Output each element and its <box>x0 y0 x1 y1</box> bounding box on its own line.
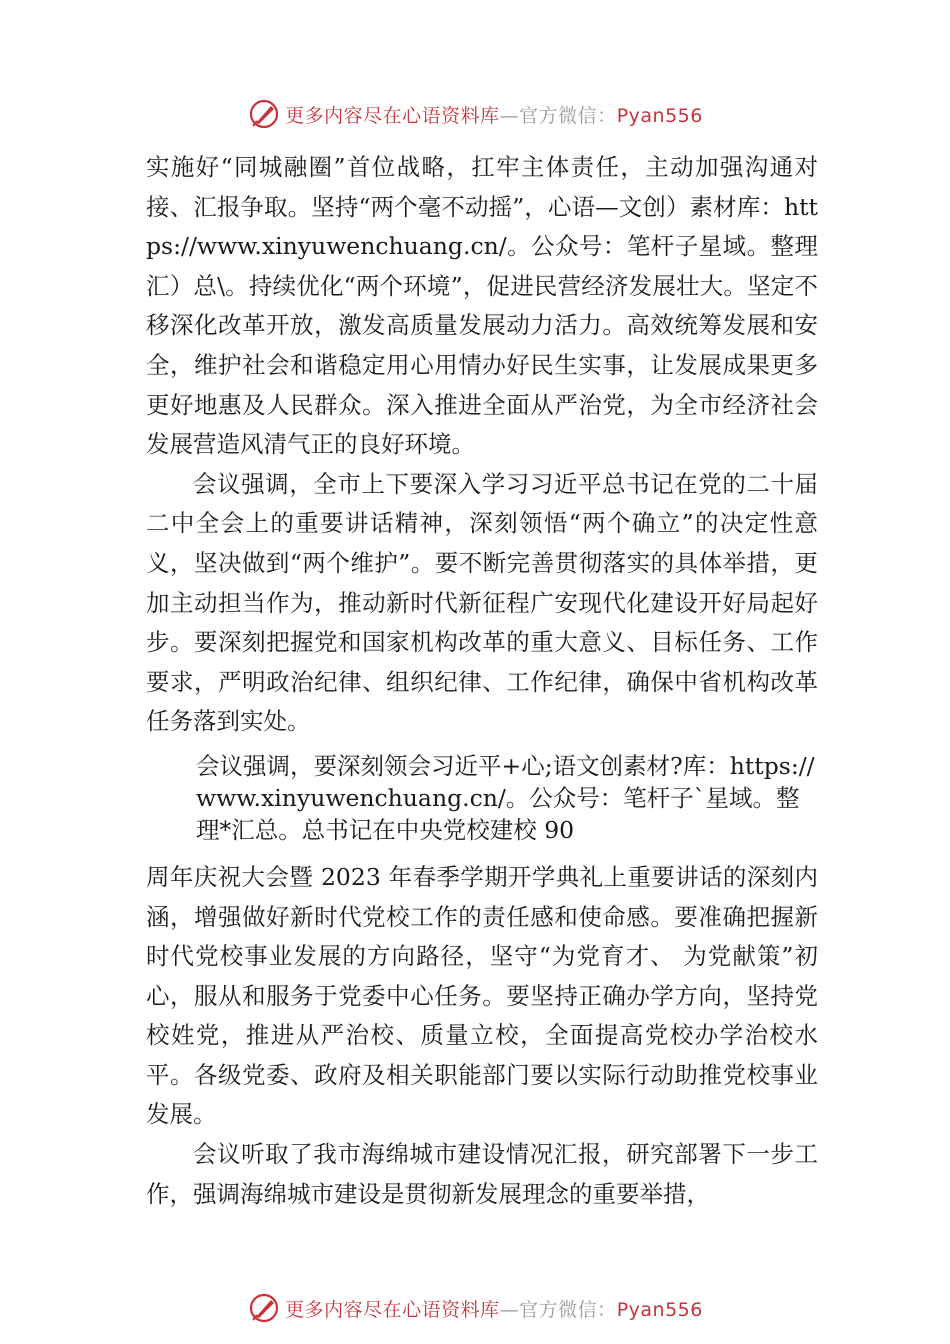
footer-main-text: 更多内容尽在心语资料库 <box>285 1298 500 1321</box>
quill-pen-icon <box>247 1291 281 1325</box>
banner-title <box>285 101 703 128</box>
paragraph-2: 会议强调，全市上下要深入学习习近平总书记在党的二十届二中全会上的重要讲话精神，深刻领悟“两个确立”的决定性意义，坚决做到“两个维护”。要不断完善贯彻落实的具体举措，更加主动担当作为，推动新时代新征程广安现代化建设开好局起好步。要深刻把握党和国家机构改革的重大意义、目标任务、工作要求，严明政治纪律、组织纪律、工作纪律，确保中省机构改革任务落到实处。 <box>146 469 818 736</box>
banner-wechat-id: Pyan556 <box>616 104 703 127</box>
document-body <box>146 148 818 1214</box>
footer-banner-title <box>285 1295 703 1322</box>
page-header-banner <box>0 94 950 134</box>
banner-sub-text: —官方微信： <box>499 104 617 127</box>
footer-wechat-id: Pyan556 <box>616 1298 703 1321</box>
paragraph-3-continue: 周年庆祝大会暨 2023 年春季学期开学典礼上重要讲话的深刻内涵，增强做好新时代党校工作的责任感和使命感。要准确把握新时代党校事业发展的方向路径，坚守“为党育才、 为党献策”初心，服从和服务于党委中心任务。要坚持正确办学方向，坚持党校姓党，推进从严治校、质量立校，全面提高党校办学治校水平。各级党委、政府及相关职能部门要以实际行动助推党校事业发展。 <box>146 862 818 1129</box>
page-footer-banner <box>0 1288 950 1328</box>
footer-sub-text: —官方微信： <box>499 1298 617 1321</box>
paragraph-3-block: 会议强调，要深刻领会习近平+心;语文创素材?库：https://www.xinyuwenchuang.cn/。公众号：笔杆子`星域。整理*汇总。总书记在中央党校建校 90 <box>196 751 815 844</box>
paragraph-4: 会议听取了我市海绵城市建设情况汇报，研究部署下一步工作，强调海绵城市建设是贯彻新发展理念的重要举措， <box>146 1140 818 1208</box>
quill-pen-icon <box>247 97 281 131</box>
banner-main-text: 更多内容尽在心语资料库 <box>285 104 500 127</box>
paragraph-1: 实施好“同城融圈”首位战略，扛牢主体责任，主动加强沟通对接、汇报争取。坚持“两个毫不动摇”，心语—文创）素材库：https://www.xinyuwenchuang.cn/。公众号：笔杆子星域。整理汇）总\。持续优化“两个环境”，促进民营经济发展壮大。坚定不移深化改革开放，激发高质量发展动力活力。高效统筹发展和安全，维护社会和谐稳定用心用情办好民生实事，让发展成果更多更好地惠及人民群众。深入推进全面从严治党，为全市经济社会发展营造风清气正的良好环境。 <box>146 153 818 459</box>
